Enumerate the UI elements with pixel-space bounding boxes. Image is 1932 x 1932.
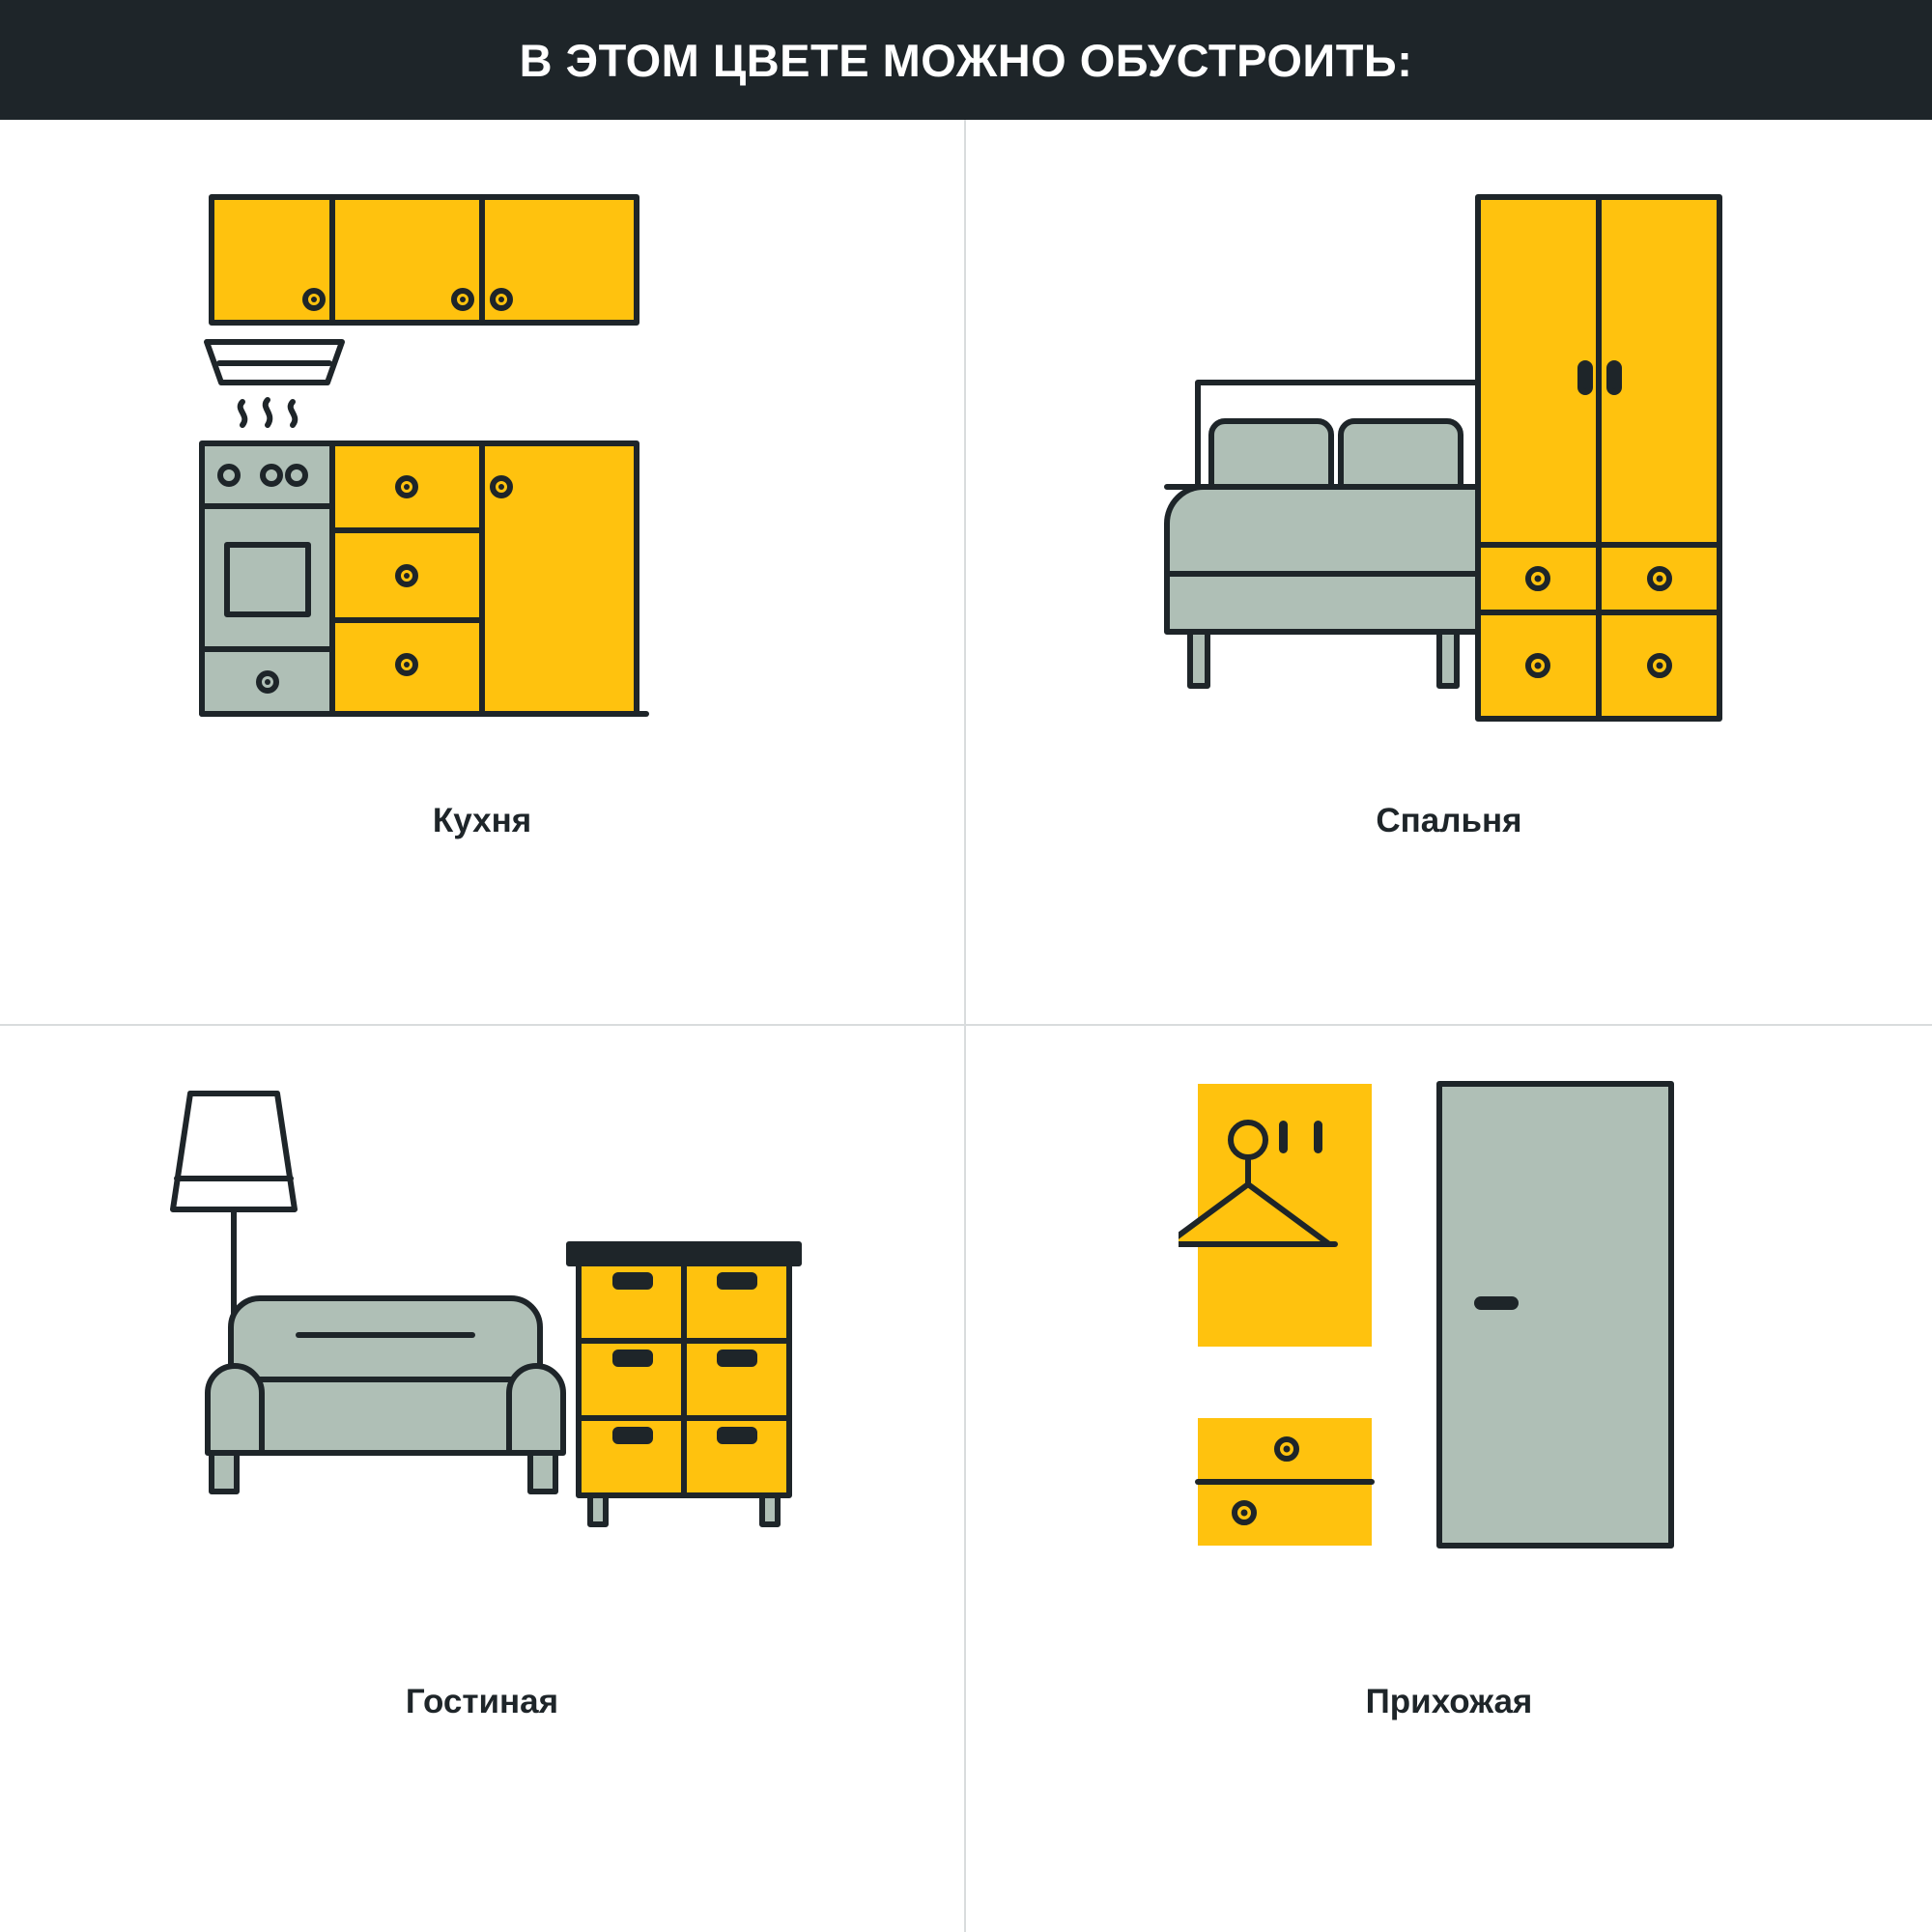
room-cell-hallway[interactable] — [966, 1026, 1932, 1932]
kitchen-furniture-illustration — [0, 120, 964, 796]
living-room-furniture-illustration — [0, 1026, 964, 1625]
room-cell-bedroom[interactable] — [966, 120, 1932, 1026]
bedroom-furniture-illustration — [966, 120, 1932, 796]
page-title: В ЭТОМ ЦВЕТЕ МОЖНО ОБУСТРОИТЬ: — [519, 34, 1413, 86]
header-bar — [0, 0, 1932, 120]
room-label-hallway: Прихожая — [1365, 1683, 1533, 1720]
room-label-bedroom: Спальня — [1376, 802, 1522, 839]
room-cell-living[interactable] — [0, 1026, 966, 1932]
room-grid — [0, 120, 1932, 1932]
room-label-kitchen: Кухня — [432, 802, 532, 839]
room-label-living: Гостиная — [405, 1683, 559, 1720]
hallway-furniture-illustration — [966, 1026, 1932, 1625]
room-cell-kitchen[interactable] — [0, 120, 966, 1026]
